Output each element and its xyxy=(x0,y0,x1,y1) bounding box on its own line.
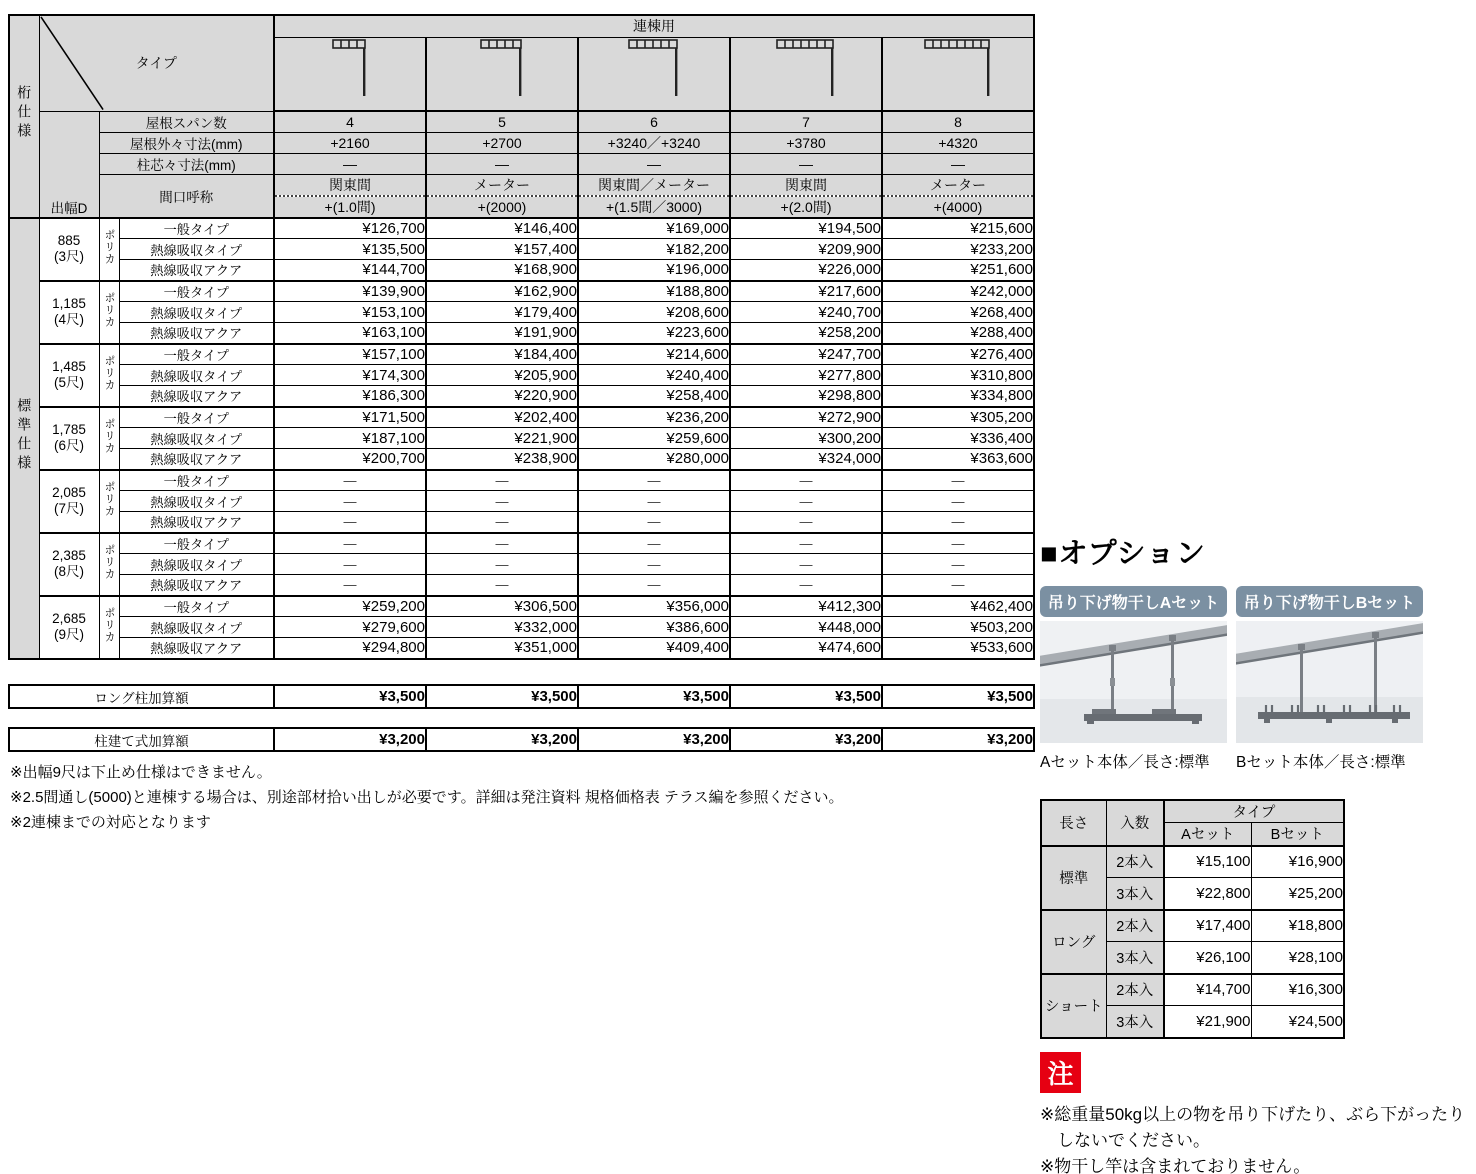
roof-icon-cell xyxy=(730,37,882,111)
price-cell-empty: — xyxy=(426,575,578,596)
footnote: ※2.5間通し(5000)と連棟する場合は、別途部材拾い出しが必要です。詳細は発注資料 規格価格表 テラス編を参照ください。 xyxy=(10,789,844,806)
table-row xyxy=(9,260,1034,281)
hanging-rack-b-photo xyxy=(1236,621,1423,743)
price-cell-empty: — xyxy=(426,512,578,533)
options-type-header: タイプ xyxy=(1164,800,1344,823)
roof-type-label: 一般タイプ xyxy=(119,407,274,428)
price-cell: ¥223,600 xyxy=(578,323,730,344)
depth-cell: 885 (3尺) xyxy=(39,218,99,281)
price-cell-empty: — xyxy=(426,470,578,491)
price-cell: ¥251,600 xyxy=(882,260,1034,281)
roof-type-label: 熱線吸収アクア xyxy=(119,386,274,407)
option-length-cell: ロング xyxy=(1041,910,1106,974)
price-cell: ¥215,600 xyxy=(882,218,1034,239)
price-cell: ¥194,500 xyxy=(730,218,882,239)
span-count-value: 5 xyxy=(426,111,578,132)
price-cell-empty: — xyxy=(882,470,1034,491)
price-cell-empty: — xyxy=(882,491,1034,512)
table-row xyxy=(1041,974,1344,1006)
outer-dim-value: +2160 xyxy=(274,132,426,153)
roof-type-label: 熱線吸収タイプ xyxy=(119,491,274,512)
roof-span-icon xyxy=(479,38,525,98)
table-row xyxy=(9,323,1034,344)
price-cell: ¥242,000 xyxy=(882,281,1034,302)
price-cell: ¥179,400 xyxy=(426,302,578,323)
row-header-post-pitch: 柱芯々寸法(mm) xyxy=(99,153,274,174)
addon-price-cell: ¥3,200 xyxy=(426,728,578,751)
width-name-value: メーター xyxy=(882,174,1034,196)
price-cell: ¥182,200 xyxy=(578,239,730,260)
price-cell: ¥276,400 xyxy=(882,344,1034,365)
option-set-card xyxy=(1040,586,1227,772)
price-cell: ¥168,900 xyxy=(426,260,578,281)
price-cell-empty: — xyxy=(730,491,882,512)
set-label-bar: 吊り下げ物干しBセット xyxy=(1236,586,1423,617)
price-cell: ¥169,000 xyxy=(578,218,730,239)
roof-type-label: 熱線吸収アクア xyxy=(119,449,274,470)
panel-type-cell: ポリカ xyxy=(99,407,119,470)
price-cell: ¥233,200 xyxy=(882,239,1034,260)
table-row xyxy=(9,153,1034,174)
table-row xyxy=(9,554,1034,575)
option-count-cell: 2本入 xyxy=(1106,974,1164,1006)
price-cell: ¥157,100 xyxy=(274,344,426,365)
price-cell: ¥139,900 xyxy=(274,281,426,302)
price-cell-empty: — xyxy=(426,533,578,554)
pillar-type-addon-table xyxy=(8,727,1035,752)
price-cell-empty: — xyxy=(882,533,1034,554)
table-row xyxy=(9,132,1034,153)
price-cell: ¥533,600 xyxy=(882,638,1034,659)
roof-icon-cell xyxy=(426,37,578,111)
option-price-cell: ¥21,900 xyxy=(1164,1006,1251,1038)
price-cell: ¥332,000 xyxy=(426,617,578,638)
price-cell: ¥174,300 xyxy=(274,365,426,386)
type-corner-cell xyxy=(39,15,274,111)
roof-type-label: 熱線吸収タイプ xyxy=(119,302,274,323)
price-cell-empty: — xyxy=(882,575,1034,596)
price-cell: ¥187,100 xyxy=(274,428,426,449)
row-header-span-count: 屋根スパン数 xyxy=(99,111,274,132)
option-price-cell: ¥22,800 xyxy=(1164,878,1251,910)
width-size-value: +(1.0間) xyxy=(274,196,426,218)
price-cell: ¥226,000 xyxy=(730,260,882,281)
price-cell: ¥200,700 xyxy=(274,449,426,470)
price-cell: ¥272,900 xyxy=(730,407,882,428)
table-row xyxy=(9,174,1034,196)
table-row xyxy=(9,111,1034,132)
table-row xyxy=(1041,910,1344,942)
roof-icon-cell xyxy=(274,37,426,111)
price-cell-empty: — xyxy=(274,554,426,575)
set-caption: Bセット本体／長さ:標準 xyxy=(1236,754,1406,771)
price-cell: ¥310,800 xyxy=(882,365,1034,386)
price-cell: ¥205,900 xyxy=(426,365,578,386)
hanging-rack-a-image xyxy=(1040,621,1227,743)
type-corner-label: タイプ xyxy=(135,55,177,72)
price-cell-empty: — xyxy=(274,533,426,554)
option-count-cell: 3本入 xyxy=(1106,878,1164,910)
addon-price-cell: ¥3,500 xyxy=(730,685,882,708)
price-cell: ¥258,400 xyxy=(578,386,730,407)
price-cell: ¥277,800 xyxy=(730,365,882,386)
width-name-value: 関東間 xyxy=(274,174,426,196)
options-count-header: 入数 xyxy=(1106,800,1164,846)
price-cell-empty: — xyxy=(730,470,882,491)
addon-price-cell: ¥3,500 xyxy=(274,685,426,708)
depth-cell: 1,785 (6尺) xyxy=(39,407,99,470)
footnote: ※物干し竿は含まれておりません。 xyxy=(1040,1156,1311,1174)
option-price-cell: ¥15,100 xyxy=(1164,846,1251,878)
table-row xyxy=(1041,846,1344,878)
price-cell: ¥356,000 xyxy=(578,596,730,617)
option-count-cell: 2本入 xyxy=(1106,846,1164,878)
price-cell-empty: — xyxy=(882,554,1034,575)
table-row xyxy=(9,491,1034,512)
roof-span-icon xyxy=(923,38,993,98)
option-price-cell: ¥24,500 xyxy=(1251,1006,1344,1038)
price-cell-empty: — xyxy=(730,554,882,575)
set-caption: Aセット本体／長さ:標準 xyxy=(1040,754,1210,771)
price-cell: ¥202,400 xyxy=(426,407,578,428)
option-price-cell: ¥25,200 xyxy=(1251,878,1344,910)
roof-type-label: 一般タイプ xyxy=(119,344,274,365)
table-row xyxy=(9,533,1034,554)
price-cell: ¥221,900 xyxy=(426,428,578,449)
option-count-cell: 2本入 xyxy=(1106,910,1164,942)
addon-price-cell: ¥3,500 xyxy=(882,685,1034,708)
price-cell: ¥214,600 xyxy=(578,344,730,365)
price-cell: ¥448,000 xyxy=(730,617,882,638)
price-cell: ¥247,700 xyxy=(730,344,882,365)
price-cell-empty: — xyxy=(274,491,426,512)
options-set-header: Aセット xyxy=(1164,823,1251,846)
post-pitch-value: — xyxy=(578,153,730,174)
outer-dim-value: +2700 xyxy=(426,132,578,153)
roof-type-label: 熱線吸収タイプ xyxy=(119,554,274,575)
post-pitch-value: — xyxy=(426,153,578,174)
option-price-cell: ¥17,400 xyxy=(1164,910,1251,942)
price-cell: ¥268,400 xyxy=(882,302,1034,323)
price-cell: ¥171,500 xyxy=(274,407,426,428)
price-cell: ¥294,800 xyxy=(274,638,426,659)
table-row xyxy=(9,470,1034,491)
width-name-value: メーター xyxy=(426,174,578,196)
table-row xyxy=(9,218,1034,239)
price-cell-empty: — xyxy=(578,512,730,533)
table-row xyxy=(9,575,1034,596)
main-price-table xyxy=(8,14,1035,660)
table-row xyxy=(9,638,1034,659)
outer-dim-value: +4320 xyxy=(882,132,1034,153)
price-cell: ¥259,600 xyxy=(578,428,730,449)
addon-price-cell: ¥3,200 xyxy=(730,728,882,751)
price-cell: ¥279,600 xyxy=(274,617,426,638)
price-cell: ¥238,900 xyxy=(426,449,578,470)
price-cell-empty: — xyxy=(578,470,730,491)
roof-type-label: 熱線吸収タイプ xyxy=(119,428,274,449)
panel-type-cell: ポリカ xyxy=(99,533,119,596)
price-cell-empty: — xyxy=(274,470,426,491)
price-cell: ¥298,800 xyxy=(730,386,882,407)
price-cell: ¥240,700 xyxy=(730,302,882,323)
width-name-value: 関東間／メーター xyxy=(578,174,730,196)
depth-cell: 2,385 (8尺) xyxy=(39,533,99,596)
addon-price-cell: ¥3,500 xyxy=(578,685,730,708)
table-row xyxy=(9,365,1034,386)
price-cell: ¥135,500 xyxy=(274,239,426,260)
price-cell: ¥305,200 xyxy=(882,407,1034,428)
options-section xyxy=(1040,531,1476,1174)
table-row xyxy=(9,344,1034,365)
price-cell: ¥217,600 xyxy=(730,281,882,302)
span-count-value: 4 xyxy=(274,111,426,132)
option-price-cell: ¥14,700 xyxy=(1164,974,1251,1006)
set-label-bar: 吊り下げ物干しAセット xyxy=(1040,586,1227,617)
price-cell-empty: — xyxy=(730,575,882,596)
width-size-value: +(2000) xyxy=(426,196,578,218)
price-cell: ¥126,700 xyxy=(274,218,426,239)
price-cell-empty: — xyxy=(426,554,578,575)
roof-type-label: 一般タイプ xyxy=(119,281,274,302)
addon-price-cell: ¥3,500 xyxy=(426,685,578,708)
depth-cell: 2,085 (7尺) xyxy=(39,470,99,533)
roof-type-label: 一般タイプ xyxy=(119,533,274,554)
price-cell: ¥186,300 xyxy=(274,386,426,407)
roof-span-icon xyxy=(627,38,681,98)
panel-type-cell: ポリカ xyxy=(99,344,119,407)
table-row xyxy=(9,685,1034,708)
roof-icon-cell xyxy=(882,37,1034,111)
price-cell-empty: — xyxy=(578,575,730,596)
table-row xyxy=(9,449,1034,470)
price-cell: ¥191,900 xyxy=(426,323,578,344)
caution-badge: 注 xyxy=(1040,1052,1081,1093)
table-row xyxy=(9,239,1034,260)
outer-dim-value: +3780 xyxy=(730,132,882,153)
price-cell-empty: — xyxy=(578,554,730,575)
depth-cell: 1,185 (4尺) xyxy=(39,281,99,344)
price-cell: ¥258,200 xyxy=(730,323,882,344)
panel-type-cell: ポリカ xyxy=(99,281,119,344)
price-cell: ¥336,400 xyxy=(882,428,1034,449)
price-cell: ¥462,400 xyxy=(882,596,1034,617)
option-price-cell: ¥26,100 xyxy=(1164,942,1251,974)
addon-label: ロング柱加算額 xyxy=(9,685,274,708)
addon-price-cell: ¥3,200 xyxy=(882,728,1034,751)
table-row xyxy=(9,728,1034,751)
price-cell: ¥208,600 xyxy=(578,302,730,323)
width-size-value: +(4000) xyxy=(882,196,1034,218)
price-cell: ¥209,900 xyxy=(730,239,882,260)
table-row xyxy=(9,596,1034,617)
addon-price-cell: ¥3,200 xyxy=(578,728,730,751)
panel-type-cell: ポリカ xyxy=(99,470,119,533)
roof-type-label: 一般タイプ xyxy=(119,218,274,239)
depth-cell: 2,685 (9尺) xyxy=(39,596,99,659)
price-cell-empty: — xyxy=(426,491,578,512)
footnotes-right xyxy=(1040,1102,1476,1174)
addon-label: 柱建て式加算額 xyxy=(9,728,274,751)
price-cell: ¥146,400 xyxy=(426,218,578,239)
table-row xyxy=(9,428,1034,449)
table-row xyxy=(9,386,1034,407)
options-set-header: Bセット xyxy=(1251,823,1344,846)
post-pitch-value: — xyxy=(730,153,882,174)
price-cell: ¥363,600 xyxy=(882,449,1034,470)
price-cell-empty: — xyxy=(882,512,1034,533)
roof-type-label: 熱線吸収アクア xyxy=(119,260,274,281)
price-cell-empty: — xyxy=(730,533,882,554)
price-cell-empty: — xyxy=(578,491,730,512)
price-cell: ¥163,100 xyxy=(274,323,426,344)
span-count-value: 6 xyxy=(578,111,730,132)
price-cell: ¥351,000 xyxy=(426,638,578,659)
price-cell: ¥300,200 xyxy=(730,428,882,449)
roof-type-label: 一般タイプ xyxy=(119,470,274,491)
price-cell-empty: — xyxy=(274,575,426,596)
option-count-cell: 3本入 xyxy=(1106,942,1164,974)
footnote: ※2連棟までの対応となります xyxy=(10,814,211,831)
table-row xyxy=(9,407,1034,428)
roof-type-label: 熱線吸収アクア xyxy=(119,512,274,533)
price-cell: ¥306,500 xyxy=(426,596,578,617)
option-set-cards xyxy=(1040,586,1476,772)
options-heading: ■オプション xyxy=(1040,538,1206,570)
footnote: ※総重量50kg以上の物を吊り下げたり、ぶら下がったりしないでください。 xyxy=(1040,1104,1466,1150)
options-length-header: 長さ xyxy=(1041,800,1106,846)
panel-type-cell: ポリカ xyxy=(99,218,119,281)
addon-price-cell: ¥3,200 xyxy=(274,728,426,751)
roof-type-label: 熱線吸収アクア xyxy=(119,323,274,344)
roof-type-label: 一般タイプ xyxy=(119,596,274,617)
span-count-value: 7 xyxy=(730,111,882,132)
option-length-cell: 標準 xyxy=(1041,846,1106,910)
width-name-value: 関東間 xyxy=(730,174,882,196)
price-cell: ¥412,300 xyxy=(730,596,882,617)
standard-spec-label: 標準仕様 xyxy=(9,218,39,659)
price-cell: ¥184,400 xyxy=(426,344,578,365)
table-row xyxy=(9,512,1034,533)
depth-col-label: 出幅D xyxy=(39,111,99,218)
width-size-value: +(1.5間／3000) xyxy=(578,196,730,218)
price-cell: ¥153,100 xyxy=(274,302,426,323)
table-row xyxy=(9,302,1034,323)
roof-type-label: 熱線吸収タイプ xyxy=(119,365,274,386)
price-cell-empty: — xyxy=(274,512,426,533)
table-row xyxy=(9,617,1034,638)
price-cell: ¥288,400 xyxy=(882,323,1034,344)
price-cell: ¥324,000 xyxy=(730,449,882,470)
price-cell: ¥196,000 xyxy=(578,260,730,281)
row-header-outer-dim: 屋根外々寸法(mm) xyxy=(99,132,274,153)
panel-type-cell: ポリカ xyxy=(99,596,119,659)
option-set-card xyxy=(1236,586,1423,772)
roof-span-icon xyxy=(775,38,837,98)
roof-type-label: 熱線吸収アクア xyxy=(119,575,274,596)
price-cell: ¥259,200 xyxy=(274,596,426,617)
price-cell: ¥240,400 xyxy=(578,365,730,386)
price-cell: ¥144,700 xyxy=(274,260,426,281)
post-pitch-value: — xyxy=(882,153,1034,174)
price-cell-empty: — xyxy=(730,512,882,533)
price-cell: ¥386,600 xyxy=(578,617,730,638)
price-cell: ¥157,400 xyxy=(426,239,578,260)
option-count-cell: 3本入 xyxy=(1106,1006,1164,1038)
option-price-cell: ¥16,300 xyxy=(1251,974,1344,1006)
group-use-header: 連棟用 xyxy=(274,15,1034,37)
long-post-addon-table xyxy=(8,684,1035,709)
roof-type-label: 熱線吸収アクア xyxy=(119,638,274,659)
roof-icon-cell xyxy=(578,37,730,111)
price-cell: ¥188,800 xyxy=(578,281,730,302)
footnote: ※出幅9尺は下止め仕様はできません。 xyxy=(10,764,272,781)
width-size-value: +(2.0間) xyxy=(730,196,882,218)
table-row xyxy=(1041,800,1344,823)
outer-dim-value: +3240／+3240 xyxy=(578,132,730,153)
roof-type-label: 熱線吸収タイプ xyxy=(119,617,274,638)
row-header-width-name: 間口呼称 xyxy=(99,174,274,218)
hanging-rack-a-photo xyxy=(1040,621,1227,743)
option-price-cell: ¥16,900 xyxy=(1251,846,1344,878)
span-count-value: 8 xyxy=(882,111,1034,132)
option-price-cell: ¥28,100 xyxy=(1251,942,1344,974)
price-cell: ¥474,600 xyxy=(730,638,882,659)
price-cell: ¥334,800 xyxy=(882,386,1034,407)
price-cell: ¥409,400 xyxy=(578,638,730,659)
girder-spec-label: 桁仕様 xyxy=(9,15,39,218)
roof-type-label: 熱線吸収タイプ xyxy=(119,239,274,260)
price-cell: ¥280,000 xyxy=(578,449,730,470)
options-price-table xyxy=(1040,799,1345,1039)
hanging-rack-b-image xyxy=(1236,621,1423,743)
depth-cell: 1,485 (5尺) xyxy=(39,344,99,407)
roof-span-icon xyxy=(331,38,369,98)
price-cell: ¥503,200 xyxy=(882,617,1034,638)
post-pitch-value: — xyxy=(274,153,426,174)
option-length-cell: ショート xyxy=(1041,974,1106,1038)
price-cell: ¥220,900 xyxy=(426,386,578,407)
footnotes-left xyxy=(10,760,843,835)
price-cell: ¥162,900 xyxy=(426,281,578,302)
price-cell: ¥236,200 xyxy=(578,407,730,428)
table-row xyxy=(9,281,1034,302)
table-row xyxy=(9,15,1034,37)
price-cell-empty: — xyxy=(578,533,730,554)
option-price-cell: ¥18,800 xyxy=(1251,910,1344,942)
